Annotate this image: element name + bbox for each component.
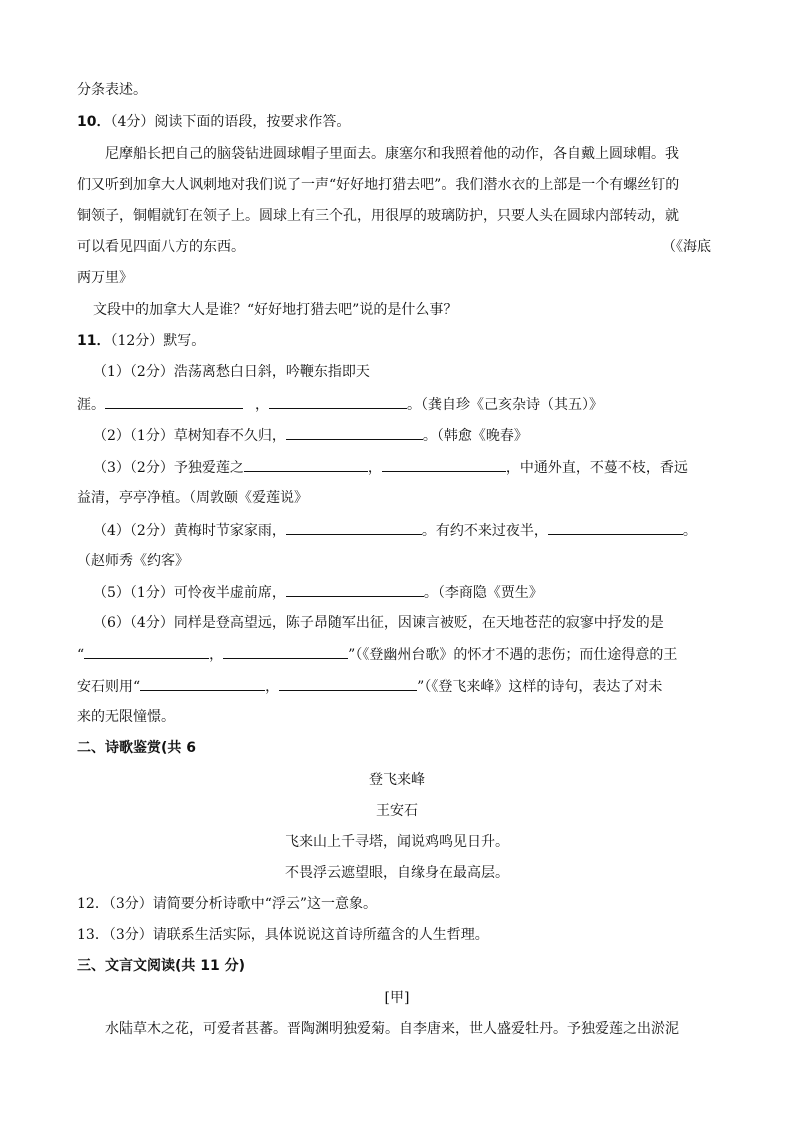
answer-blank[interactable] <box>548 520 683 535</box>
answer-blank[interactable] <box>84 644 209 659</box>
question-12: 12．（3分）请简要分析诗歌中“浮云”这一意象。 <box>77 896 378 912</box>
poem-author: 王安石 <box>376 803 418 819</box>
question-points: （4分） <box>110 114 155 130</box>
answer-blank[interactable] <box>286 582 424 597</box>
subquestion-6: （6）（4分）同样是登高望远，陈子昂随军出征，因谏言被贬，在天地苍茫的寂寥中抒发的是 <box>93 615 664 631</box>
text-label: [甲] <box>384 990 410 1006</box>
section-heading: 三、文言文阅读(共 11 分) <box>77 958 246 974</box>
question-points: （12分） <box>110 333 164 349</box>
question-number: 11． <box>77 333 111 349</box>
subquestion-4-source: （赵师秀《约客》 <box>77 553 189 569</box>
passage-line: 尼摩船长把自己的脑袋钻进圆球帽子里面去。康塞尔和我照着他的动作，各自戴上圆球帽。我 <box>105 146 679 162</box>
section-heading: 二、诗歌鉴赏(共 6 <box>77 740 197 756</box>
subquestion-6-blanks-2: 安石则用“ ， ”（《登飞来峰》这样的诗句，表达了对未 <box>77 676 662 697</box>
answer-blank[interactable] <box>105 394 243 409</box>
answer-blank[interactable] <box>382 457 506 472</box>
question-number: 10． <box>77 114 111 130</box>
poem-line: 飞来山上千寻塔，闻说鸡鸣见日升。 <box>285 834 509 850</box>
classical-text-line: 水陆草木之花，可爱者甚蕃。晋陶渊明独爱菊。自李唐来，世人盛爱牡丹。予独爱莲之出淤泥 <box>105 1021 679 1037</box>
passage-source: 两万里》 <box>77 270 133 286</box>
line-continuation: 分条表述。 <box>77 82 147 98</box>
passage-line: 铜领子，铜帽就钉在领子上。圆球上有三个孔，用很厚的玻璃防护，只要人头在圆球内部转动，就 <box>77 208 679 224</box>
subquestion-5: （5）（1分）可怜夜半虚前席， 。（李商隐《贾生》 <box>93 582 543 603</box>
passage-line: 可以看见四面八方的东西。 <box>77 239 245 255</box>
subquestion-2: （2）（1分）草树知春不久归， 。（韩愈《晚春》 <box>93 425 528 446</box>
subquestion-1: （1）（2分）浩荡离愁白日斜，吟鞭东指即天 <box>93 364 370 380</box>
answer-blank[interactable] <box>269 394 407 409</box>
subquestion-3: （3）（2分）予独爱莲之 ， ，中通外直，不蔓不枝，香远 <box>93 457 688 478</box>
answer-blank[interactable] <box>244 457 368 472</box>
subquestion-1-blanks: 涯。 ， 。（龚自珍《己亥杂诗（其五）》 <box>77 394 603 415</box>
question-text: 阅读下面的语段，按要求作答。 <box>154 114 351 130</box>
answer-blank[interactable] <box>279 676 417 691</box>
poem-title: 登飞来峰 <box>369 772 425 788</box>
question-text: 默写。 <box>163 333 206 349</box>
answer-blank[interactable] <box>223 644 348 659</box>
passage-line: 们又听到加拿大人讽刺地对我们说了一声“好好地打猎去吧”。我们潜水衣的上部是一个有螺丝钉的 <box>77 177 680 193</box>
question-prompt: 文段中的加拿大人是谁？“好好地打猎去吧”说的是什么事？ <box>93 302 458 318</box>
subquestion-4: （4）（2分）黄梅时节家家雨， 。有约不来过夜半， 。 <box>93 520 697 541</box>
subquestion-3-cont: 益清，亭亭净植。（周敦颐《爱莲说》 <box>77 490 308 506</box>
question-10-heading <box>77 112 350 132</box>
subquestion-6-blanks: “ ， ”（《登幽州台歌》的怀才不遇的悲伤；而仕途得意的王 <box>77 644 677 665</box>
answer-blank[interactable] <box>140 676 265 691</box>
answer-blank[interactable] <box>286 425 423 440</box>
poem-line: 不畏浮云遮望眼，自缘身在最高层。 <box>285 865 509 881</box>
answer-blank[interactable] <box>286 520 422 535</box>
subquestion-6-cont: 来的无限憧憬。 <box>77 709 175 725</box>
question-13: 13．（3分）请联系生活实际，具体说说这首诗所蕴含的人生哲理。 <box>77 927 489 943</box>
passage-source: （《海底 <box>662 239 711 255</box>
question-11-heading <box>77 331 205 351</box>
